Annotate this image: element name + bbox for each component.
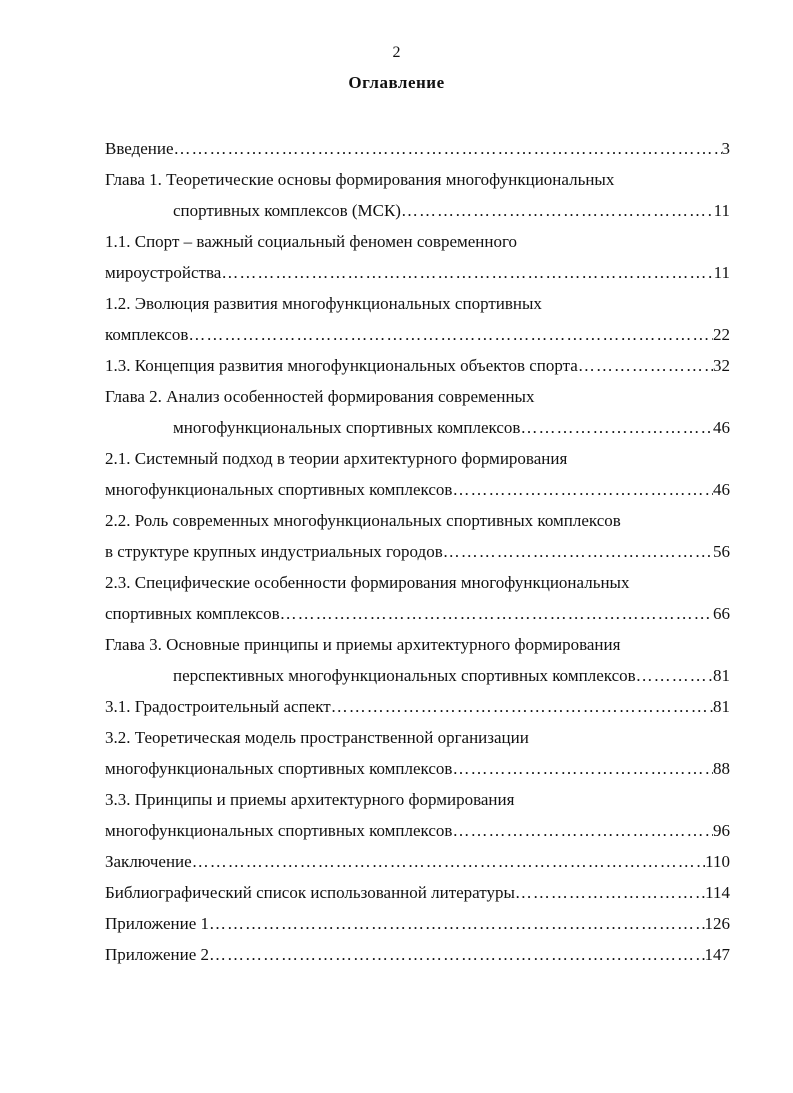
toc-leader-dots: [174, 139, 722, 159]
toc-entry-2-3[interactable]: [105, 573, 629, 593]
toc-entry-conclusion[interactable]: [105, 852, 730, 872]
toc-entry-text: 3.2. Теоретическая модель пространственной организации: [105, 728, 529, 747]
toc-entry-page: 66: [713, 604, 730, 623]
toc-entry-3-3-cont[interactable]: [105, 821, 730, 841]
toc-entry-page: 46: [713, 418, 730, 437]
toc-leader-dots: [520, 418, 713, 438]
toc-entry-text: Заключение: [105, 852, 192, 871]
toc-leader-dots: [188, 325, 713, 345]
toc-leader-dots: [636, 666, 713, 686]
toc-entry-text: Глава 2. Анализ особенностей формирования современных: [105, 387, 535, 406]
toc-entry-page: 110: [705, 852, 730, 871]
toc-entry-text: комплексов: [105, 325, 189, 344]
toc-entry-text: перспективных многофункциональных спортивных комплексов: [173, 666, 636, 685]
toc-entry-2-3-cont[interactable]: [105, 604, 730, 624]
toc-entry-bibliography[interactable]: [105, 883, 730, 903]
toc-entry-1-2-cont[interactable]: [105, 325, 730, 345]
toc-entry-text: в структуре крупных индустриальных городов: [105, 542, 443, 561]
toc-entry-text: Введение: [105, 139, 174, 158]
toc-leader-dots: [452, 759, 713, 779]
toc-entry-1-1[interactable]: [105, 232, 517, 252]
toc-entry-page: 11: [713, 201, 730, 220]
toc-entry-introduction[interactable]: [105, 139, 730, 159]
toc-entry-2-2-cont[interactable]: [105, 542, 730, 562]
toc-leader-dots: [331, 697, 713, 717]
toc-entry-3-1[interactable]: [105, 697, 730, 717]
toc-leader-dots: [221, 263, 713, 283]
toc-entry-page: 46: [713, 480, 730, 499]
toc-entry-appendix-2[interactable]: [105, 945, 730, 965]
toc-leader-dots: [452, 821, 713, 841]
toc-leader-dots: [443, 542, 713, 562]
toc-leader-dots: [452, 480, 713, 500]
page-number: 2: [392, 44, 401, 61]
toc-entry-text: Библиографический список использованной литературы: [105, 883, 515, 902]
toc-entry-text: Приложение 2: [105, 945, 209, 964]
toc-entry-1-1-cont[interactable]: [105, 263, 730, 283]
toc-entry-text: Глава 1. Теоретические основы формирования многофункциональных: [105, 170, 615, 189]
toc-entry-3-2-cont[interactable]: [105, 759, 730, 779]
toc-leader-dots: [515, 883, 705, 903]
toc-leader-dots: [578, 356, 713, 376]
toc-entry-text: 3.1. Градостроительный аспект: [105, 697, 331, 716]
toc-entry-page: 56: [713, 542, 730, 561]
toc-entry-text: 1.3. Концепция развития многофункциональных объектов спорта: [105, 356, 578, 375]
toc-entry-text: многофункциональных спортивных комплексов: [105, 821, 453, 840]
toc-entry-page: 96: [713, 821, 730, 840]
toc-entry-text: спортивных комплексов: [105, 604, 280, 623]
toc-entry-chapter-1-cont[interactable]: [173, 201, 730, 221]
toc-entry-chapter-3-cont[interactable]: [173, 666, 730, 686]
toc-leader-dots: [209, 914, 705, 934]
toc-entry-3-3[interactable]: [105, 790, 514, 810]
toc-entry-page: 81: [713, 697, 730, 716]
toc-entry-page: 22: [713, 325, 730, 344]
toc-entry-text: 1.2. Эволюция развития многофункциональных спортивных: [105, 294, 542, 313]
toc-entry-text: мироустройства: [105, 263, 222, 282]
toc-entry-3-2[interactable]: [105, 728, 529, 748]
toc-leader-dots: [401, 201, 714, 221]
page-title: Оглавление: [348, 73, 445, 92]
toc-entry-2-1-cont[interactable]: [105, 480, 730, 500]
toc-entry-appendix-1[interactable]: [105, 914, 730, 934]
toc-entry-page: 88: [713, 759, 730, 778]
toc-leader-dots: [192, 852, 705, 872]
toc-entry-chapter-1[interactable]: [105, 170, 614, 190]
toc-entry-2-2[interactable]: [105, 511, 621, 531]
toc-entry-text: Приложение 1: [105, 914, 209, 933]
toc-entry-page: 81: [713, 666, 730, 685]
toc-entry-1-3[interactable]: [105, 356, 730, 376]
toc-entry-text: Глава 3. Основные принципы и приемы архитектурного формирования: [105, 635, 621, 654]
toc-entry-page: 114: [705, 883, 730, 902]
toc-entry-chapter-3[interactable]: [105, 635, 620, 655]
toc-entry-page: 126: [704, 914, 730, 933]
toc-entry-text: 3.3. Принципы и приемы архитектурного формирования: [105, 790, 515, 809]
toc-entry-text: 2.3. Специфические особенности формирования многофункциональных: [105, 573, 630, 592]
toc-entry-chapter-2-cont[interactable]: [173, 418, 730, 438]
toc-entry-text: многофункциональных спортивных комплексов: [173, 418, 521, 437]
toc-entry-page: 32: [713, 356, 730, 375]
toc-entry-text: 1.1. Спорт – важный социальный феномен современного: [105, 232, 518, 251]
toc-entry-text: многофункциональных спортивных комплексов: [105, 480, 453, 499]
toc-leader-dots: [209, 945, 705, 965]
toc-entry-page: 3: [721, 139, 730, 158]
toc-leader-dots: [280, 604, 713, 624]
toc-entry-text: многофункциональных спортивных комплексов: [105, 759, 453, 778]
toc-entry-page: 147: [704, 945, 730, 964]
toc-entry-text: 2.1. Системный подход в теории архитектурного формирования: [105, 449, 568, 468]
toc-entry-page: 11: [713, 263, 730, 282]
toc-entry-text: спортивных комплексов (МСК): [173, 201, 401, 220]
toc-entry-chapter-2[interactable]: [105, 387, 534, 407]
toc-entry-2-1[interactable]: [105, 449, 567, 469]
toc-entry-1-2[interactable]: [105, 294, 542, 314]
toc-entry-text: 2.2. Роль современных многофункциональных спортивных комплексов: [105, 511, 621, 530]
